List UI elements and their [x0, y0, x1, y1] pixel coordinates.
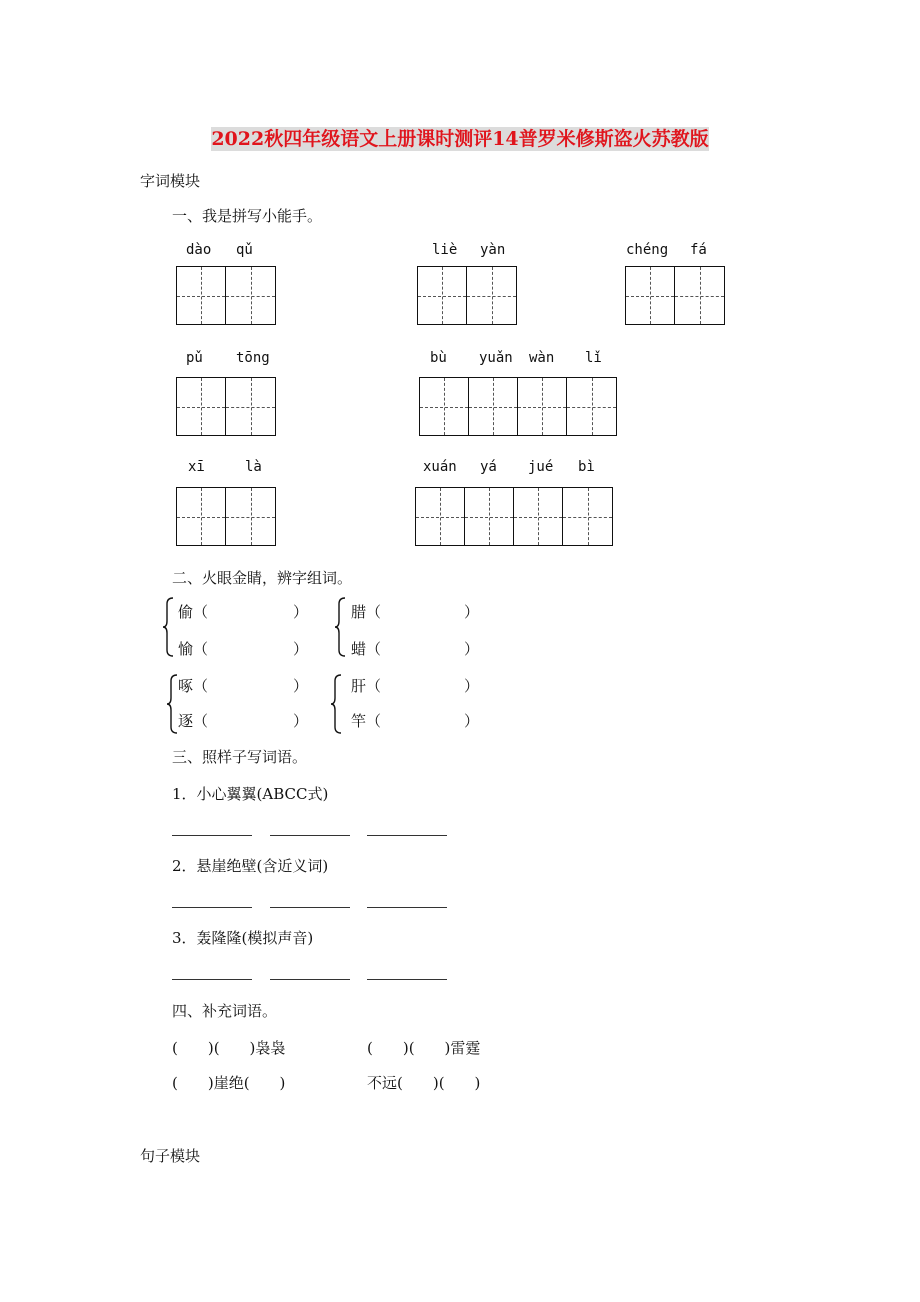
writing-grid[interactable] — [176, 487, 276, 546]
writing-grid[interactable] — [419, 377, 617, 436]
q1-heading: 一、我是拼写小能手。 — [172, 207, 323, 225]
answer-line[interactable] — [367, 835, 447, 836]
paren-close: ） — [293, 640, 309, 658]
pinyin: bì — [578, 459, 595, 475]
section-heading-words: 字词模块 — [140, 172, 201, 190]
idiom-blank[interactable]: ( )( )袅袅 — [172, 1039, 286, 1057]
brace-icon — [162, 596, 172, 658]
answer-line[interactable] — [367, 907, 447, 908]
paren-close: ） — [464, 677, 480, 695]
idiom-blank[interactable]: ( )( )雷霆 — [367, 1039, 481, 1057]
char-prompt: 肝（ — [351, 677, 382, 695]
brace-icon — [334, 596, 344, 658]
answer-line[interactable] — [270, 907, 350, 908]
document-title: 2022秋四年级语文上册课时测评14普罗米修斯盗火苏教版 — [211, 128, 709, 150]
pinyin: tōng — [236, 350, 270, 366]
answer-line[interactable] — [270, 979, 350, 980]
pinyin: yuǎn — [479, 350, 513, 366]
answer-line[interactable] — [367, 979, 447, 980]
char-prompt: 偷（ — [178, 603, 209, 621]
writing-grid[interactable] — [415, 487, 613, 546]
pinyin: qǔ — [236, 242, 253, 258]
paren-close: ） — [293, 603, 309, 621]
writing-grid[interactable] — [417, 266, 517, 325]
paren-close: ） — [464, 603, 480, 621]
char-prompt: 蜡（ — [351, 640, 382, 658]
pinyin: xuán — [423, 459, 457, 475]
pinyin: là — [245, 459, 262, 475]
char-prompt: 愉（ — [178, 640, 209, 658]
char-prompt: 啄（ — [178, 677, 209, 695]
answer-line[interactable] — [172, 907, 252, 908]
pinyin: pǔ — [186, 350, 203, 366]
pinyin: jué — [528, 459, 554, 475]
pinyin: yá — [480, 459, 497, 475]
writing-grid[interactable] — [625, 266, 725, 325]
paren-close: ） — [464, 640, 480, 658]
writing-grid[interactable] — [176, 377, 276, 436]
idiom-blank[interactable]: 不远( )( ) — [367, 1074, 481, 1092]
answer-line[interactable] — [270, 835, 350, 836]
answer-line[interactable] — [172, 979, 252, 980]
pinyin: lǐ — [585, 350, 602, 366]
paren-close: ） — [293, 677, 309, 695]
pinyin: yàn — [480, 242, 506, 258]
q4-heading: 四、补充词语。 — [172, 1002, 278, 1020]
q3-item: 1．小心翼翼(ABCC式) — [172, 785, 329, 803]
brace-icon — [330, 673, 340, 735]
pinyin: wàn — [529, 350, 555, 366]
brace-icon — [166, 673, 176, 735]
q3-heading: 三、照样子写词语。 — [172, 748, 308, 766]
idiom-blank[interactable]: ( )崖绝( ) — [172, 1074, 286, 1092]
char-prompt: 逐（ — [178, 712, 209, 730]
char-prompt: 腊（ — [351, 603, 382, 621]
q3-item: 3．轰隆隆(模拟声音) — [172, 929, 314, 947]
pinyin: dào — [186, 242, 212, 258]
pinyin: bù — [430, 350, 447, 366]
paren-close: ） — [464, 712, 480, 730]
pinyin: liè — [432, 242, 458, 258]
q2-heading: 二、火眼金睛，辨字组词。 — [172, 569, 353, 587]
pinyin: xī — [188, 459, 205, 475]
answer-line[interactable] — [172, 835, 252, 836]
q3-item: 2．悬崖绝壁(含近义词) — [172, 857, 329, 875]
pinyin: fá — [690, 242, 707, 258]
writing-grid[interactable] — [176, 266, 276, 325]
paren-close: ） — [293, 712, 309, 730]
char-prompt: 竿（ — [351, 712, 382, 730]
pinyin: chéng — [626, 242, 669, 258]
section-heading-sentences: 句子模块 — [140, 1147, 201, 1165]
